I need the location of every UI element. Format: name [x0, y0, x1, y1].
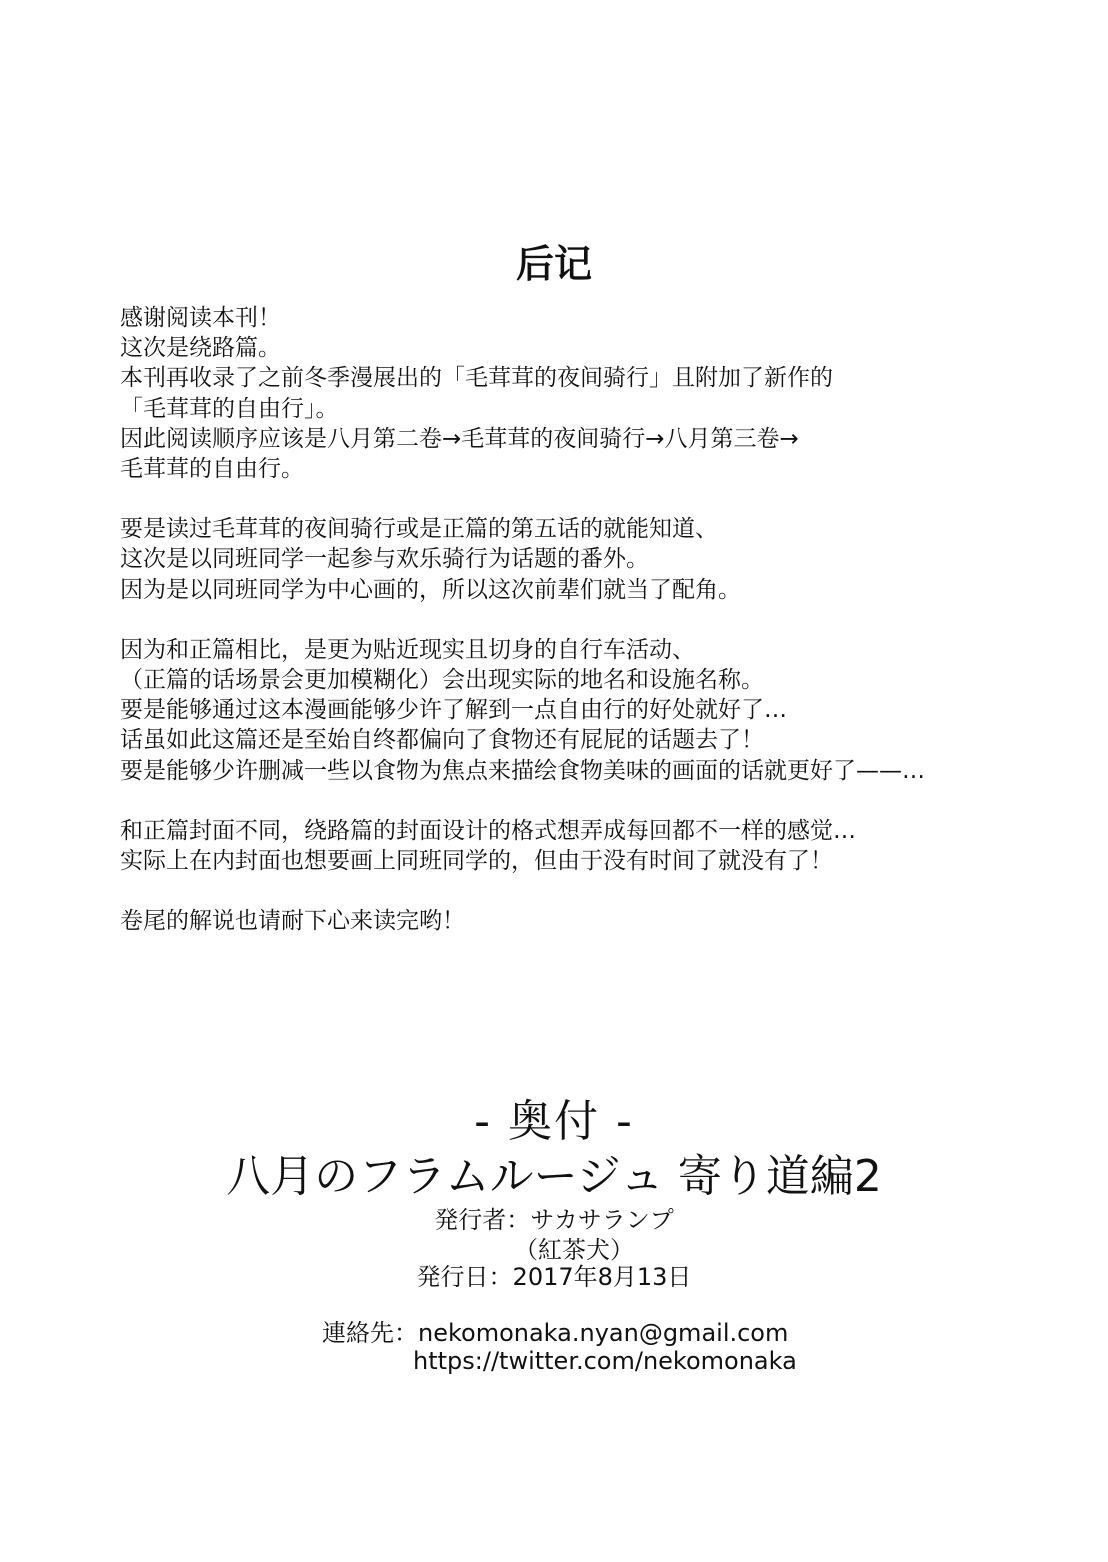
text-line: 感谢阅读本刊！ [120, 305, 281, 331]
text-line: 要是能够少许删减一些以食物为焦点来描绘食物美味的画面的话就更好了——… [120, 757, 925, 784]
colophon-publish-date: 発行日：2017年8月13日 [416, 1263, 692, 1291]
colophon-circle-name: （紅茶犬） [514, 1236, 634, 1264]
contact-email: 連絡先：nekomonaka.nyan@gmail.com [322, 1319, 789, 1347]
text-line: 卷尾的解说也请耐下心来读完哟！ [120, 908, 465, 935]
colophon-book-title: 八月のフラムルージュ 寄り道編2 [226, 1151, 882, 1202]
afterword-paragraph-4 [120, 816, 1020, 876]
text-line: 毛茸茸的自由行。 [120, 456, 304, 483]
text-line: （正篇的话场景会更加模糊化）会出现实际的地名和设施名称。 [120, 667, 764, 694]
text-line: 因为是以同班同学为中心画的，所以这次前辈们就当了配角。 [120, 576, 741, 603]
text-line: 因为和正篇相比，是更为贴近现实且切身的自行车活动、 [120, 636, 695, 663]
text-line: 话虽如此这篇还是至始自终都偏向了食物还有屁屁的话题去了！ [120, 727, 764, 754]
text-line: 这次是绕路篇。 [120, 335, 281, 362]
colophon-publisher: 発行者：サカサランプ [434, 1206, 674, 1234]
text-line: 要是读过毛茸茸的夜间骑行或是正篇的第五话的就能知道、 [120, 516, 718, 543]
text-line: 要是能够通过这本漫画能够少许了解到一点自由行的好处就好了… [120, 697, 787, 724]
afterword-paragraph-5 [120, 906, 1020, 936]
text-line: 和正篇封面不同，绕路篇的封面设计的格式想弄成每回都不一样的感觉… [120, 817, 856, 844]
text-line: 因此阅读顺序应该是八月第二卷→毛茸茸的夜间骑行→八月第三卷→ [120, 425, 799, 452]
afterword-paragraph-1 [120, 303, 1020, 484]
afterword-paragraph-3 [120, 635, 1020, 786]
afterword-body [120, 303, 1020, 966]
text-line: 「毛茸茸的自由行」。 [120, 395, 339, 422]
text-line: 实际上在内封面也想要画上同班同学的，但由于没有时间了就没有了！ [120, 848, 833, 875]
colophon-heading: - 奥付 - [474, 1096, 634, 1147]
afterword-paragraph-2 [120, 514, 1020, 605]
afterword-title: 后记 [515, 242, 592, 286]
text-line: 这次是以同班同学一起参与欢乐骑行为话题的番外。 [120, 546, 649, 573]
contact-twitter-url: https://twitter.com/nekomonaka [413, 1347, 797, 1375]
text-line: 本刊再收录了之前冬季漫展出的「毛茸茸的夜间骑行」且附加了新作的 [120, 365, 833, 392]
